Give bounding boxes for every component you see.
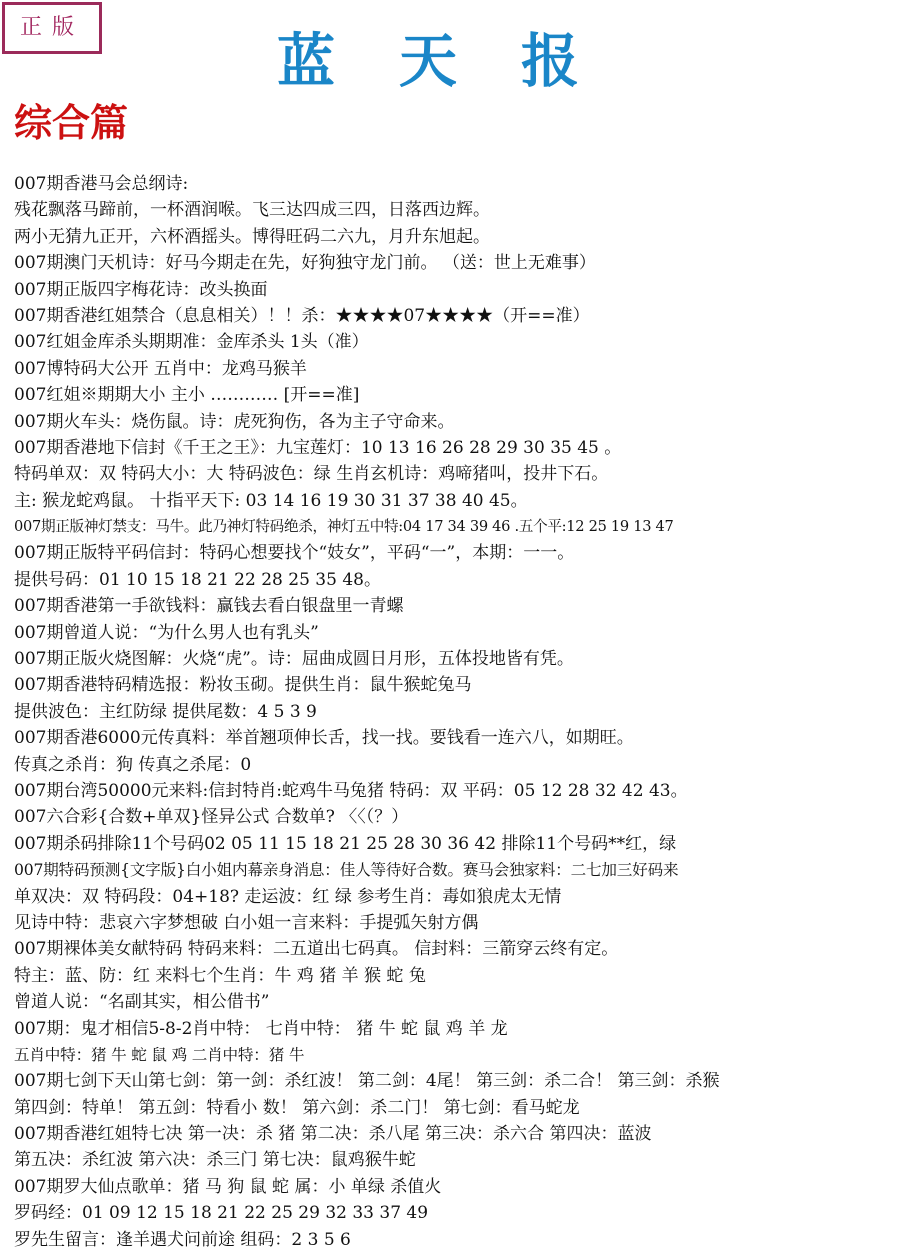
text-line: 007期裸体美女献特码 特码来料：二五道出七码真。 信封料：三箭穿云终有定。 [14, 939, 619, 960]
text-line: 007期香港6000元传真料：举首翘项伸长舌，找一找。要钱看一连六八，如期旺。 [14, 728, 634, 749]
text-line: 007期正版特平码信封：特码心想要找个“妓女”，平码“一”，本期：一一。 [14, 543, 575, 564]
article-body [14, 171, 898, 1253]
text-line: 罗码经：01 09 12 15 18 21 22 25 29 32 33 37 49 [14, 1203, 429, 1224]
text-line: 007博特码大公开 五肖中：龙鸡马猴羊 [14, 358, 307, 379]
text-line: 007期罗大仙点歌单：猪 马 狗 鼠 蛇 属：小 单绿 杀值火 [14, 1176, 442, 1197]
text-line: 提供波色：主红防绿 提供尾数：4 5 3 9 [14, 701, 317, 722]
text-line: 007期香港红姐特七决 第一决：杀 猪 第二决：杀八尾 第三决：杀六合 第四决：蓝波 [14, 1124, 652, 1145]
text-line: 007期台湾50000元来料:信封特肖:蛇鸡牛马兔猪 特码：双 平码：05 12 28 32 42 43。 [14, 780, 688, 801]
text-line: 曾道人说：“名副其实，相公借书” [14, 992, 270, 1013]
text-line: 007期：鬼才相信5-8-2肖中特： 七肖中特： 猪 牛 蛇 鼠 鸡 羊 龙 [14, 1018, 508, 1039]
text-line: 传真之杀肖：狗 传真之杀尾：0 [14, 754, 252, 775]
text-line: 007期杀码排除11个号码02 05 11 15 18 21 25 28 30 36 42 排除11个号码**红，绿 [14, 833, 677, 854]
text-line: 007期正版火烧图解：火烧“虎”。诗：屈曲成圆日月形，五体投地皆有凭。 [14, 649, 574, 670]
text-line: 特主：蓝、防：红 来料七个生肖：牛 鸡 猪 羊 猴 蛇 兔 [14, 965, 426, 986]
edition-badge: 正版 [2, 2, 102, 54]
text-line: 007期七剑下天山第七剑：第一剑：杀红波！ 第二剑：4尾！ 第三剑：杀二合！ 第三剑：杀猴 [14, 1071, 720, 1092]
text-line: 第五决：杀红波 第六决：杀三门 第七决：鼠鸡猴牛蛇 [14, 1150, 416, 1171]
text-line: 见诗中特：悲哀六字梦想破 白小姐一言来料：手提弧矢射方偶 [14, 912, 479, 933]
newspaper-title: 蓝天报 [276, 27, 643, 95]
text-line: 007期火车头：烧伤鼠。诗：虎死狗伤，各为主子守命来。 [14, 411, 455, 432]
text-line: 007期正版神灯禁支：马牛。此乃神灯特码绝杀，神灯五中特:04 17 34 39 46 .五个平:12 25 19 13 47 [14, 518, 674, 536]
text-line: 007六合彩{合数+单双}怪异公式 合数单? 〈〈（？） [14, 807, 409, 828]
text-line: 007红姐※期期大小 主小 ………… [开==准] [14, 385, 360, 406]
text-line: 007期香港第一手欲钱料：赢钱去看白银盘里一青螺 [14, 596, 404, 617]
text-line: 单双决：双 特码段：04+18? 走运波：红 绿 参考生肖：毒如狼虎太无情 [14, 886, 562, 907]
text-line: 007期特码预测{文字版}白小姐内幕亲身消息：佳人等待好合数。赛马会独家料：二七加三好码来 [14, 861, 679, 880]
section-title: 综合篇 [14, 100, 129, 145]
text-line: 007期香港马会总纲诗: [14, 174, 189, 194]
text-line: 提供号码：01 10 15 18 21 22 28 25 35 48。 [14, 569, 381, 590]
text-line: 罗先生留言：逢羊遇犬问前途 组码：2 3 5 6 [14, 1229, 351, 1250]
text-line: 两小无猜九正开，六杯酒摇头。博得旺码二六九，月升东旭起。 [14, 226, 490, 247]
text-line: 五肖中特：猪 牛 蛇 鼠 鸡 二肖中特：猪 牛 [14, 1045, 305, 1064]
text-line: 007红姐金库杀头期期准：金库杀头 1头（准） [14, 332, 369, 353]
text-line: 007期香港红姐禁合（息息相关）！！杀：★★★★07★★★★（开==准） [14, 305, 590, 326]
text-line: 第四剑：特单！ 第五剑：特看小 数！ 第六剑：杀二门！ 第七剑：看马蛇龙 [14, 1097, 580, 1118]
text-line: 007期正版四字梅花诗：改头换面 [14, 279, 268, 300]
text-line: 主: 猴龙蛇鸡鼠。 十指平天下: 03 14 16 19 30 31 37 38 40 45。 [14, 490, 528, 511]
text-line: 残花飘落马蹄前，一杯酒润喉。飞三达四成三四，日落西边辉。 [14, 200, 490, 221]
text-line: 007期澳门天机诗：好马今期走在先，好狗独守龙门前。 （送：世上无难事） [14, 253, 596, 274]
text-line: 007期香港特码精选报：粉妆玉砌。提供生肖：鼠牛猴蛇兔马 [14, 675, 472, 696]
text-line: 007期曾道人说：“为什么男人也有乳头” [14, 622, 319, 643]
text-line: 特码单双：双 特码大小：大 特码波色：绿 生肖玄机诗：鸡啼猪叫，投井下石。 [14, 464, 609, 485]
text-line: 007期香港地下信封《千王之王》：九宝莲灯：10 13 16 26 28 29 30 35 45 。 [14, 437, 622, 458]
